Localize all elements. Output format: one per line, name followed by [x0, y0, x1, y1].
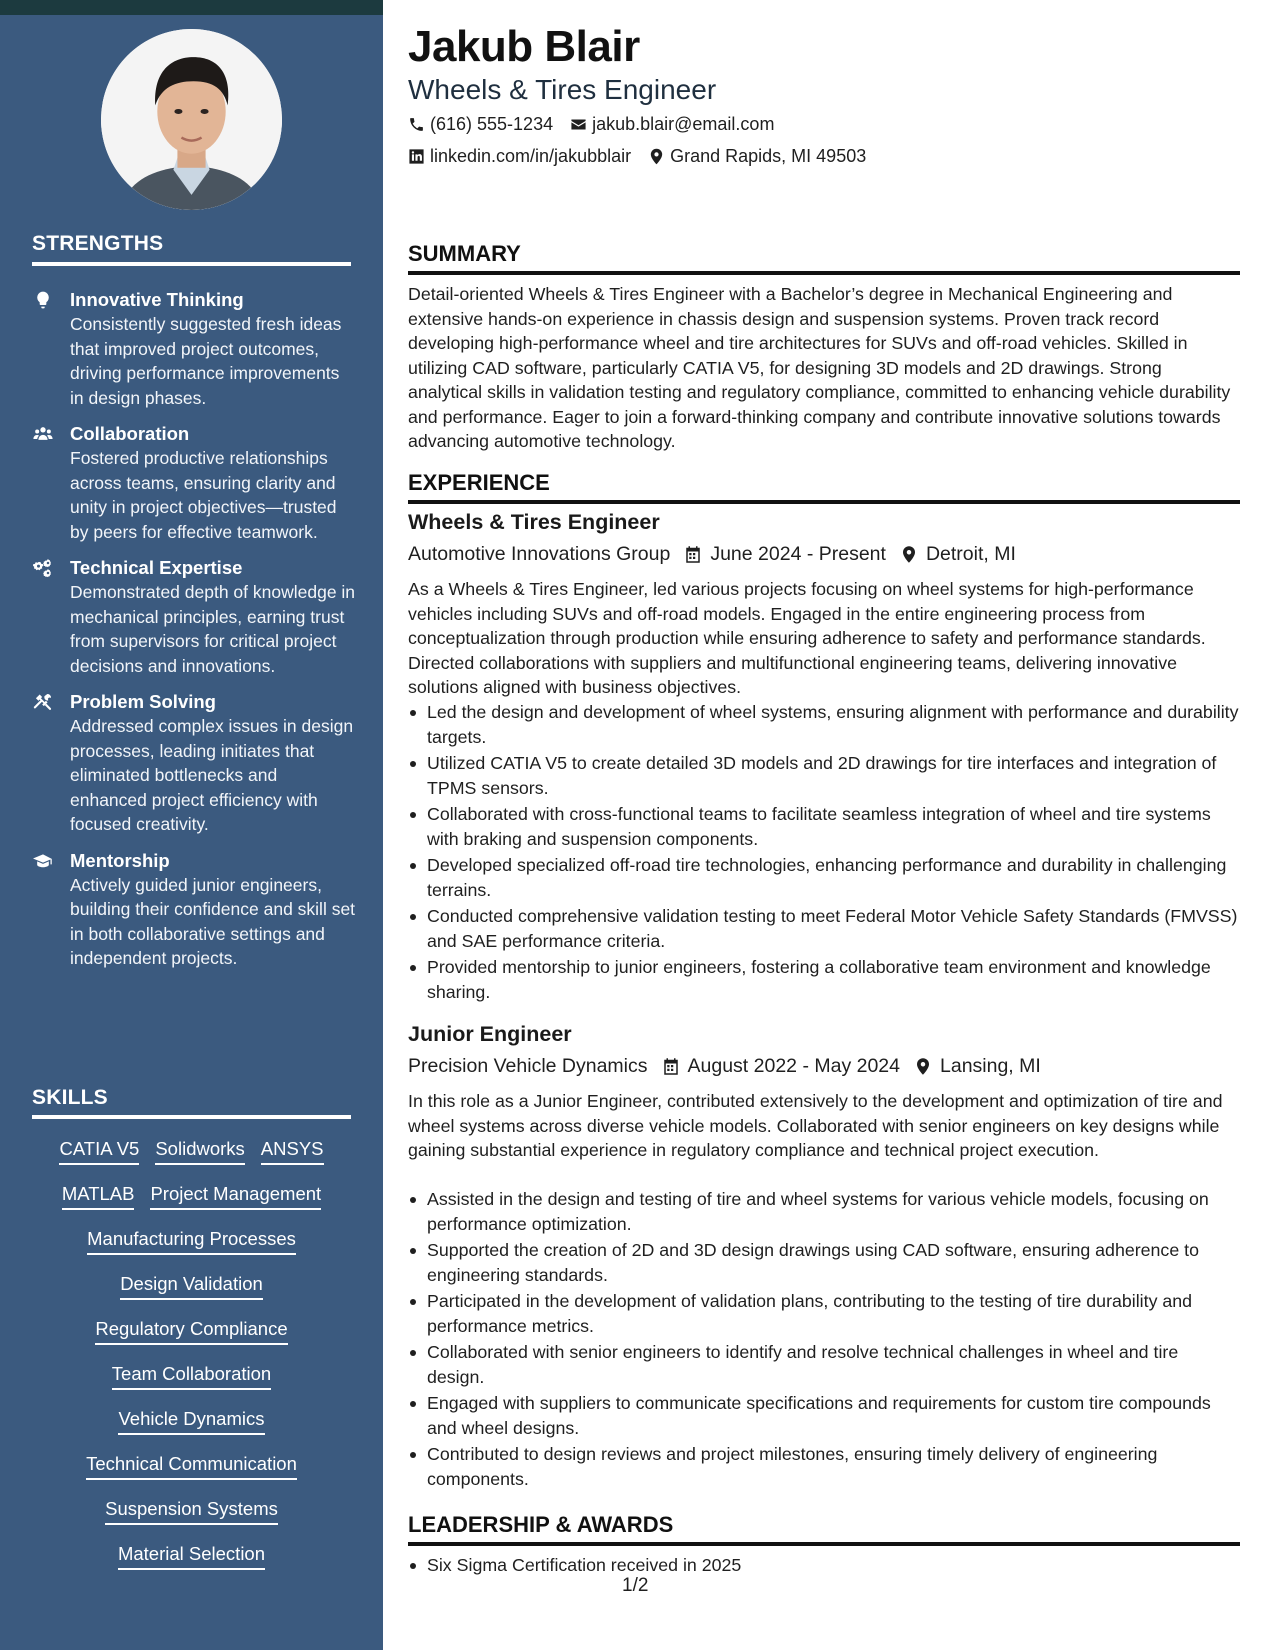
skills-list	[32, 1136, 351, 1586]
list-item: Supported the creation of 2D and 3D design drawings using CAD software, ensuring adherence to engineering standards.	[408, 1238, 1240, 1287]
list-item: Provided mentorship to junior engineers, fostering a collaborative team environment and knowledge sharing.	[408, 955, 1240, 1004]
contact-row-1	[408, 114, 791, 135]
linkedin-icon	[408, 148, 425, 165]
job-description: As a Wheels & Tires Engineer, led various projects focusing on wheel systems for high-performance vehicles including SUVs and off-road models. Engaged in the entire engineering process from conceptualization through production while ensuring adherence to safety and performance standards. Directed collaborations with suppliers and multifunctional engineering teams, delivering innovative solutions aligned with business objectives.	[408, 579, 1206, 697]
map-pin-icon	[900, 545, 918, 564]
strength-description: Actively guided junior engineers, building their confidence and skill set in both collaborative settings and independent projects.	[70, 874, 356, 968]
users-icon	[32, 422, 70, 544]
job-location: Detroit, MI	[925, 543, 1016, 565]
page-number: 1/2	[622, 1575, 649, 1596]
leadership-heading: LEADERSHIP & AWARDS	[408, 1512, 1240, 1546]
strengths-list	[32, 288, 357, 983]
skill-tag: Solidworks	[155, 1136, 244, 1165]
strength-item	[32, 288, 357, 410]
skill-tag: Project Management	[150, 1181, 321, 1210]
job-location: Lansing, MI	[940, 1055, 1041, 1077]
summary-heading: SUMMARY	[408, 241, 1240, 275]
map-pin-icon	[648, 148, 665, 165]
job-description: In this role as a Junior Engineer, contributed extensively to the development and optimization of tire and wheel systems across diverse vehicle models. Collaborated with senior engineers on key designs while gaining substantial experience in regulatory compliance and technical project execution.	[408, 1091, 1223, 1160]
job-dates: August 2022 - May 2024	[687, 1055, 900, 1077]
list-item: Collaborated with senior engineers to identify and resolve technical challenges in wheel and tire design.	[408, 1340, 1240, 1389]
experience-heading: EXPERIENCE	[408, 470, 1240, 504]
skill-tag: Technical Communication	[86, 1451, 297, 1480]
skill-tag: ANSYS	[261, 1136, 324, 1165]
job-bullets	[408, 1187, 1240, 1493]
summary-text: Detail-oriented Wheels & Tires Engineer with a Bachelor’s degree in Mechanical Engineering and extensive hands-on experience in chassis design and suspension systems. Proven track record developing high-performance wheel and tire architectures for SUVs and off-road vehicles. Skilled in utilizing CAD software, particularly CATIA V5, for designing 3D models and 2D drawings. Strong analytical skills in validation testing and regulatory compliance, committed to enhancing vehicle durability and performance. Eager to join a forward-thinking company and contribute innovative solutions towards advancing automotive technology.	[408, 284, 1231, 451]
calendar-icon	[684, 545, 702, 564]
calendar-icon	[662, 1057, 680, 1076]
list-item: Developed specialized off-road tire technologies, enhancing performance and durability in challenging terrains.	[408, 853, 1240, 902]
strength-title: Collaboration	[70, 423, 190, 444]
strength-description: Addressed complex issues in design processes, leading initiates that eliminated bottlenecks and enhanced project efficiency with focused creativity.	[70, 716, 354, 834]
list-item: Six Sigma Certification received in 2025	[408, 1553, 1240, 1578]
sidebar-top-bar	[0, 0, 383, 15]
skill-tag: Material Selection	[118, 1541, 265, 1570]
list-item: Collaborated with cross-functional teams to facilitate seamless integration of wheel and tire systems with braking and suspension components.	[408, 802, 1240, 851]
job-meta	[408, 1055, 1041, 1078]
graduation-cap-icon	[32, 849, 70, 971]
list-item: Utilized CATIA V5 to create detailed 3D models and 2D drawings for tire interfaces and integration of TPMS sensors.	[408, 751, 1240, 800]
location-text: Grand Rapids, MI 49503	[670, 146, 867, 166]
map-pin-icon	[914, 1057, 932, 1076]
email-link[interactable]: jakub.blair@email.com	[592, 114, 775, 134]
skill-tag: MATLAB	[62, 1181, 135, 1210]
strength-title: Problem Solving	[70, 691, 216, 712]
skill-tag: CATIA V5	[59, 1136, 139, 1165]
list-item: Contributed to design reviews and project milestones, ensuring timely delivery of engineering components.	[408, 1442, 1240, 1491]
strength-title: Mentorship	[70, 849, 170, 871]
skills-heading: SKILLS	[32, 1086, 108, 1109]
job-title-heading: Wheels & Tires Engineer	[408, 74, 717, 105]
list-item: Assisted in the design and testing of tire and wheel systems for various vehicle models, focusing on performance optimization.	[408, 1187, 1240, 1236]
skill-tag: Regulatory Compliance	[95, 1316, 287, 1345]
gears-icon	[32, 556, 70, 678]
job-dates: June 2024 - Present	[710, 543, 886, 565]
skills-divider	[32, 1115, 351, 1119]
company-name: Precision Vehicle Dynamics	[408, 1055, 648, 1077]
skill-tag: Manufacturing Processes	[87, 1226, 296, 1255]
profile-photo	[101, 29, 282, 210]
strengths-heading: STRENGTHS	[32, 232, 351, 266]
job-meta	[408, 543, 1016, 566]
strength-item	[32, 556, 357, 678]
linkedin-link[interactable]: linkedin.com/in/jakubblair	[430, 146, 632, 166]
list-item: Engaged with suppliers to communicate specifications and requirements for custom tire compounds and wheel designs.	[408, 1391, 1240, 1440]
skill-tag: Team Collaboration	[112, 1361, 271, 1390]
skill-tag: Design Validation	[120, 1271, 263, 1300]
job-position-title: Wheels & Tires Engineer	[408, 510, 660, 534]
contact-row-2	[408, 146, 883, 167]
envelope-icon	[570, 116, 587, 133]
phone-number[interactable]: (616) 555-1234	[430, 114, 554, 134]
company-name: Automotive Innovations Group	[408, 543, 671, 565]
strength-item	[32, 422, 357, 544]
strength-title: Innovative Thinking	[70, 289, 244, 310]
tools-icon	[32, 690, 70, 837]
job-position-title: Junior Engineer	[408, 1022, 572, 1046]
strength-item	[32, 849, 357, 971]
leadership-list	[408, 1553, 1240, 1580]
strength-item	[32, 690, 357, 837]
strength-description: Fostered productive relationships across teams, ensuring clarity and unity in project objectives—trusted by peers for effective teamwork.	[70, 448, 337, 542]
phone-icon	[408, 116, 425, 133]
skill-tag: Vehicle Dynamics	[118, 1406, 264, 1435]
strength-description: Consistently suggested fresh ideas that improved project outcomes, driving performance improvements in design phases.	[70, 314, 342, 408]
list-item: Led the design and development of wheel systems, ensuring alignment with performance and durability targets.	[408, 700, 1240, 749]
candidate-name: Jakub Blair	[408, 22, 640, 71]
list-item: Participated in the development of validation plans, contributing to the testing of tire durability and performance metrics.	[408, 1289, 1240, 1338]
sidebar	[0, 0, 383, 1650]
lightbulb-icon	[32, 288, 70, 410]
job-bullets	[408, 700, 1240, 1006]
skill-tag: Suspension Systems	[105, 1496, 278, 1525]
strength-title: Technical Expertise	[70, 557, 243, 578]
strength-description: Demonstrated depth of knowledge in mechanical principles, earning trust from supervisors for critical project decisions and innovations.	[70, 582, 356, 676]
list-item: Conducted comprehensive validation testing to meet Federal Motor Vehicle Safety Standards (FMVSS) and SAE performance criteria.	[408, 904, 1240, 953]
